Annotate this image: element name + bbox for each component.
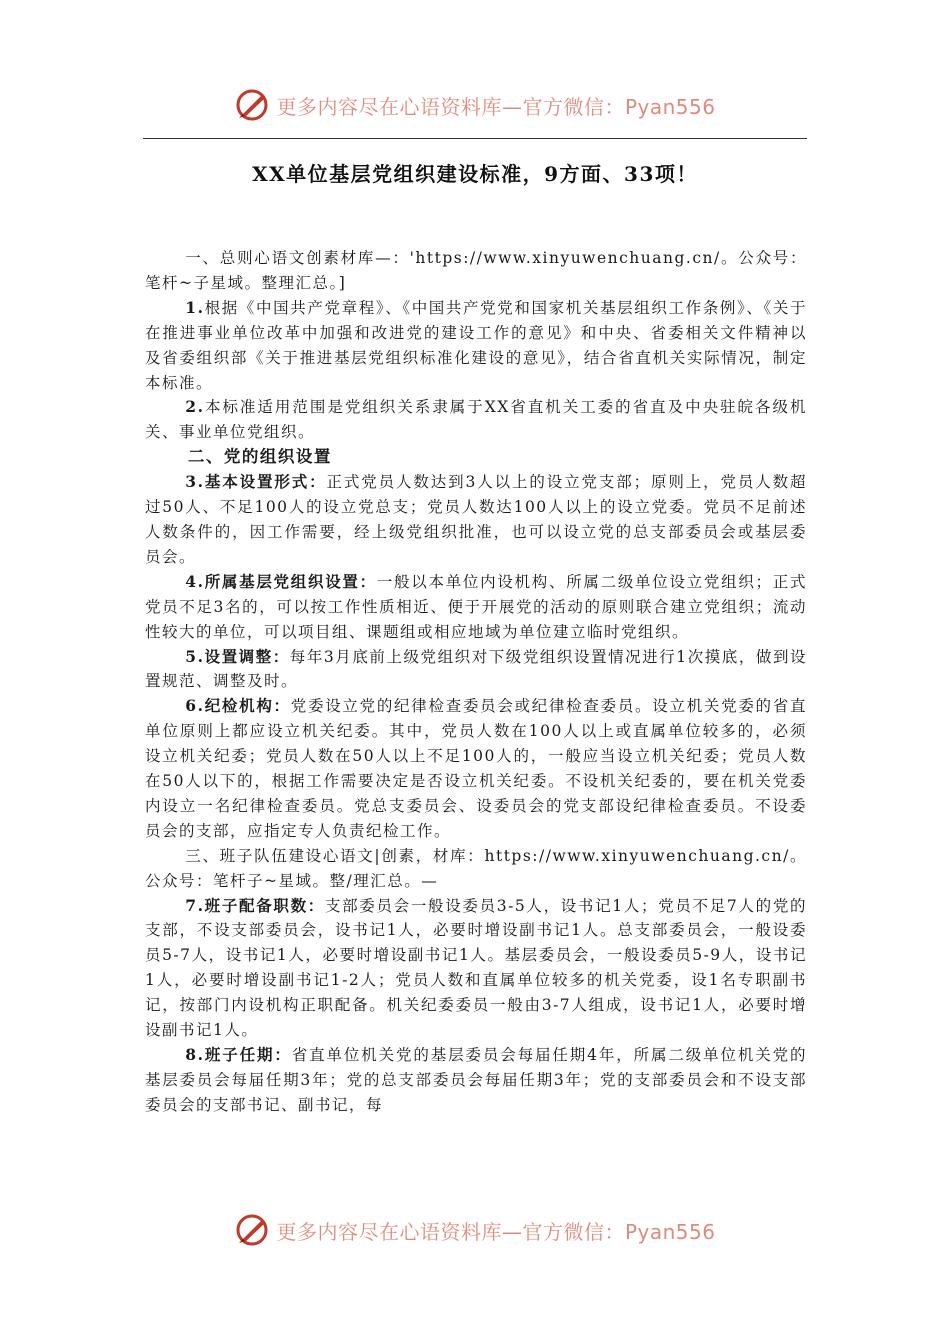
pen-nib-circle-icon <box>234 87 270 123</box>
paragraph-lead: 3.基本设置形式： <box>185 472 327 492</box>
watermark-text: 更多内容尽在心语资料库—官方微信：Pyan556 <box>276 94 716 119</box>
paragraph-text: 三、班子队伍建设心语文|创素，材库：https://www.xinyuwenchuang.cn/。公众号：笔杆子~星域。整/理汇总。— <box>145 846 807 890</box>
paragraph-lead: 6.纪检机构： <box>185 696 291 716</box>
paragraph-item-2 <box>145 395 807 445</box>
footer-watermark <box>0 1205 950 1255</box>
paragraph-lead: 2. <box>185 397 205 417</box>
paragraph-lead: 5.设置调整： <box>185 646 290 666</box>
paragraph-text: 支部委员会一般设委员3-5人，设书记1人；党员不足7人的党的支部，不设支部委员会，设书记1人，必要时增设副书记1人。总支部委员会，一般设委员5-7人，设书记1人，必要时增设副书记1人。基层委员会，一般设委员5-9人，设书记1人，必要时增设副书记1-2人；党员人数和直属单位较多的机关党委，设1名专职副书记，按部门内设机构正职配备。机关纪委委员一般由3-7人组成，设书记1人，必要时增设副书记1人。 <box>145 896 808 1040</box>
paragraph-item-3 <box>145 470 807 570</box>
header-watermark <box>0 80 950 130</box>
heading-text: 二、党的组织设置 <box>187 447 332 467</box>
paragraph-item-6 <box>145 694 807 843</box>
paragraph-text: 党委设立党的纪律检查委员会或纪律检查委员。设立机关党委的省直单位原则上都应设立机关纪委。其中，党员人数在100人以上或直属单位较多的，必须设立机关纪委；党员人数在50人以上不足100人的，一般应当设立机关纪委；党员人数在50人以下的，根据工作需要决定是否设立机关纪委。不设机关纪委的，要在机关党委内设立一名纪律检查委员。党总支委员会、设委员会的党支部设纪律检查委员。不设委员会的支部，应指定专人负责纪检工作。 <box>145 697 807 840</box>
paragraph-text: 本标准适用范围是党组织关系隶属于XX省直机关工委的省直及中央驻皖各级机关、事业单位党组织。 <box>145 398 807 442</box>
paragraph-text: 省直单位机关党的基层委员会每届任期4年，所属二级单位机关党的基层委员会每届任期3年；党的总支部委员会每届任期3年；党的支部委员会和不设支部委员会的支部书记、副书记，每 <box>145 1046 807 1114</box>
paragraph-lead: 7.班子配备职数： <box>185 895 325 915</box>
paragraph-text: 每年3月底前上级党组织对下级党组织设置情况进行1次摸底，做到设置规范、调整及时。 <box>145 647 807 691</box>
paragraph-item-8 <box>145 1043 807 1118</box>
paragraph-lead: 8.班子任期： <box>185 1045 292 1064</box>
section-heading-team <box>145 844 807 894</box>
paragraph-text: 正式党员人数达到3人以上的设立党支部；原则上，党员人数超过50人、不足100人的设立党总支；党员人数达100人以上的设立党委。党员不足前述人数条件的，因工作需要，经上级党组织批准，也可以设立党的总支部委员会或基层委员会。 <box>145 473 807 566</box>
document-title: XX单位基层党组织建设标准，9方面、33项！ <box>252 162 698 186</box>
paragraph-text: 根据《中国共产党章程》、《中国共产党党和国家机关基层组织工作条例》、《关于在推进事业单位改革中加强和改进党的建设工作的意见》和中央、省委相关文件精神以及省委组织部《关于推进基层党组织标准化建设的意见》，结合省直机关实际情况，制定本标准。 <box>145 298 807 392</box>
section-heading-organization <box>145 445 807 470</box>
paragraph-lead: 4.所属基层党组织设置： <box>185 571 377 591</box>
paragraph-text: 一般以本单位内设机构、所属二级单位设立党组织；正式党员不足3名的，可以按工作性质相近、便于开展党的活动的原则联合建立党组织；流动性较大的单位，可以项目组、课题组或相应地域为单位建立临时党组织。 <box>145 572 807 641</box>
paragraph-item-1 <box>145 296 807 396</box>
paragraph-lead: 1. <box>185 297 205 317</box>
pen-nib-circle-icon <box>234 1212 270 1248</box>
paragraph-general <box>145 246 807 296</box>
paragraph-text: 一、总则心语文创素材库—：'https://www.xinyuwenchuang.cn/。公众号：笔杆~子星域。整理汇总。] <box>145 249 807 292</box>
watermark-text: 更多内容尽在心语资料库—官方微信：Pyan556 <box>276 1219 716 1244</box>
paragraph-item-5 <box>145 645 807 695</box>
header-divider <box>143 138 807 139</box>
paragraph-item-4 <box>145 570 807 645</box>
paragraph-item-7 <box>145 894 807 1043</box>
document-body <box>145 246 807 1118</box>
